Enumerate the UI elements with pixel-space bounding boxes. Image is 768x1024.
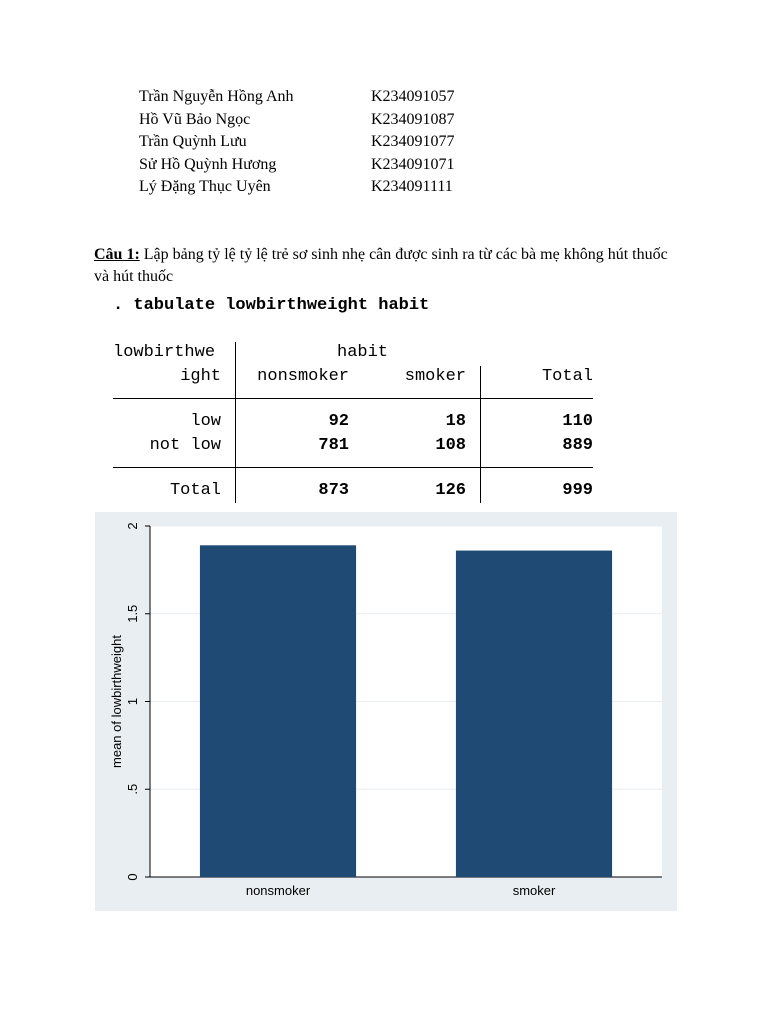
x-tick-label: smoker bbox=[512, 883, 556, 898]
member-id: K234091077 bbox=[371, 133, 455, 150]
member-name: Lý Đặng Thục Uyên bbox=[139, 178, 271, 195]
row-var-label-2: ight bbox=[180, 367, 221, 386]
y-tick-label: 1 bbox=[125, 697, 140, 706]
cell-total-total: 999 bbox=[562, 481, 593, 500]
member-row bbox=[139, 86, 539, 109]
row-label-not-low: not low bbox=[149, 436, 221, 455]
cell-notlow-total: 889 bbox=[562, 436, 593, 455]
question-text: Lập bảng tỷ lệ tỷ lệ trẻ sơ sinh nhẹ cân được sinh ra từ các bà mẹ không hút thuốc và hút thuốc bbox=[94, 246, 668, 285]
member-row bbox=[139, 109, 539, 132]
col-var-label: habit bbox=[337, 343, 389, 362]
row-var-label-1: lowbirthwe bbox=[113, 343, 216, 362]
member-list bbox=[139, 86, 539, 199]
question-1 bbox=[94, 244, 684, 288]
question-label: Câu 1: bbox=[94, 246, 140, 263]
cell-low-smoker: 18 bbox=[445, 412, 466, 431]
member-name: Trần Quỳnh Lưu bbox=[139, 133, 247, 150]
bar-smoker bbox=[456, 551, 612, 877]
table-header-rule bbox=[113, 398, 593, 399]
member-name: Hồ Vũ Bảo Ngọc bbox=[139, 110, 251, 128]
row-label-low: low bbox=[190, 412, 221, 431]
member-id: K234091087 bbox=[371, 110, 455, 128]
cell-total-nonsmoker: 873 bbox=[318, 481, 349, 500]
member-row bbox=[139, 154, 539, 177]
cell-low-nonsmoker: 92 bbox=[328, 412, 349, 431]
member-name: Sử Hồ Quỳnh Hương bbox=[139, 155, 277, 173]
x-tick-label: nonsmoker bbox=[245, 883, 311, 898]
y-tick-label: 1.5 bbox=[125, 604, 140, 623]
member-id: K234091071 bbox=[371, 155, 455, 173]
y-tick-label: 2 bbox=[125, 522, 140, 530]
cell-low-total: 110 bbox=[562, 412, 593, 431]
bar-nonsmoker bbox=[200, 545, 356, 877]
member-id: K234091057 bbox=[371, 88, 455, 105]
table-divider-total bbox=[480, 366, 481, 503]
col-header-smoker: smoker bbox=[404, 367, 466, 386]
col-header-nonsmoker: nonsmoker bbox=[257, 367, 349, 386]
stata-command: . tabulate lowbirthweight habit bbox=[113, 296, 430, 315]
member-row bbox=[139, 176, 539, 199]
cell-notlow-nonsmoker: 781 bbox=[318, 436, 349, 455]
cell-total-smoker: 126 bbox=[435, 481, 466, 500]
member-name: Trần Nguyễn Hồng Anh bbox=[139, 88, 294, 105]
table-divider-row-labels bbox=[235, 342, 236, 503]
y-tick-label: .5 bbox=[125, 783, 140, 795]
member-row bbox=[139, 131, 539, 154]
y-tick-label: 0 bbox=[125, 873, 140, 881]
table-total-rule bbox=[113, 467, 593, 468]
row-label-total: Total bbox=[169, 481, 221, 500]
member-id: K234091111 bbox=[371, 178, 453, 195]
bar-chart bbox=[95, 512, 677, 911]
bar-chart-svg bbox=[95, 512, 677, 911]
col-header-total: Total bbox=[541, 367, 593, 386]
cell-notlow-smoker: 108 bbox=[435, 436, 466, 455]
y-axis-label: mean of lowbirthweight bbox=[109, 635, 124, 768]
